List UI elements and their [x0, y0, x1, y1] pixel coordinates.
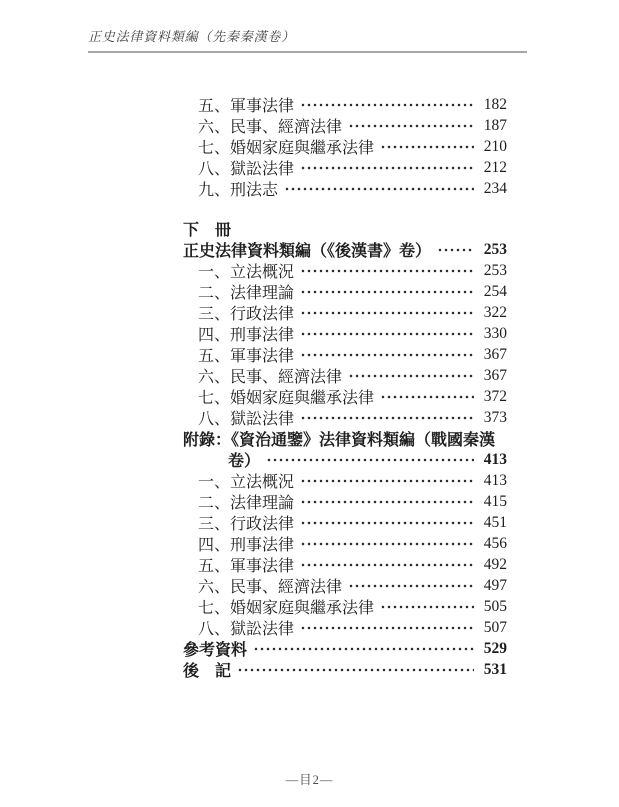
- dot-leader: [348, 575, 474, 596]
- dot-leader: [300, 344, 474, 365]
- dot-leader: [266, 449, 474, 470]
- toc-entry-label: 五、軍事法律: [198, 98, 295, 115]
- dot-leader: [300, 94, 474, 115]
- toc-entry-page: 507: [483, 618, 507, 636]
- toc-entry-label: 二、法律理論: [198, 285, 295, 302]
- toc-entry-page: 367: [483, 345, 507, 363]
- toc-entry-label: 四、刑事法律: [198, 537, 295, 554]
- toc-entry-page: 234: [483, 179, 507, 197]
- dot-leader: [300, 302, 474, 323]
- header-rule-divider: [88, 51, 527, 53]
- toc-entry-label: 六、民事、經濟法律: [198, 579, 343, 596]
- toc-entry-page: 330: [483, 324, 507, 342]
- toc-entry: [183, 260, 507, 281]
- toc-entry: [183, 386, 507, 407]
- toc-entry-label: 下 冊: [183, 222, 232, 239]
- toc-entry: [183, 302, 507, 323]
- toc-entry: [183, 407, 507, 428]
- dot-leader: [380, 386, 474, 407]
- toc-entry: [183, 365, 507, 386]
- toc-entry-label: 二、法律理論: [198, 495, 295, 512]
- dot-leader: [237, 659, 474, 680]
- dot-leader: [300, 533, 474, 554]
- toc-entry-label: 九、刑法志: [198, 182, 279, 199]
- toc-entry-page: 492: [483, 555, 507, 573]
- toc-entry-page: 413: [483, 471, 507, 489]
- toc-entry: [183, 491, 507, 512]
- toc-entry-label: 附錄：《資治通鑒》法律資料類編（戰國秦漢: [183, 432, 496, 449]
- toc-entry-label: 八、獄訟法律: [198, 621, 295, 638]
- toc-entry-label: 七、婚姻家庭與繼承法律: [198, 390, 375, 407]
- toc-entry: [183, 470, 507, 491]
- dot-leader: [300, 281, 474, 302]
- dot-leader: [300, 512, 474, 533]
- toc-entry-label: 七、婚姻家庭與繼承法律: [198, 140, 375, 157]
- toc-entry: [183, 449, 507, 470]
- dot-leader: [348, 365, 474, 386]
- toc-entry-page: 254: [483, 282, 507, 300]
- toc-entry-page: 253: [483, 240, 507, 258]
- toc-entry-page: 372: [483, 387, 507, 405]
- table-of-contents: [183, 94, 507, 680]
- dot-leader: [437, 239, 474, 260]
- toc-entry: [183, 659, 507, 680]
- toc-entry: [183, 281, 507, 302]
- dot-leader: [284, 178, 474, 199]
- toc-entry: [183, 157, 507, 178]
- toc-entry-page: 505: [483, 597, 507, 615]
- toc-entry-page: 451: [483, 513, 507, 531]
- toc-entry: [183, 344, 507, 365]
- toc-entry: [183, 428, 507, 449]
- toc-entry: [183, 323, 507, 344]
- toc-entry: [183, 178, 507, 199]
- dot-leader: [348, 115, 474, 136]
- toc-entry-page: 456: [483, 534, 507, 552]
- dot-leader: [380, 596, 474, 617]
- toc-entry-label: 一、立法概況: [198, 264, 295, 281]
- toc-entry-label: 後 記: [183, 663, 232, 680]
- toc-entry-label: 八、獄訟法律: [198, 161, 295, 178]
- toc-entry: [183, 596, 507, 617]
- dot-leader: [253, 638, 474, 659]
- running-header-title: 正史法律資料類編（先秦秦漢卷）: [88, 29, 296, 44]
- toc-entry-page: 497: [483, 576, 507, 594]
- dot-leader: [380, 136, 474, 157]
- toc-entry-page: 182: [483, 95, 507, 113]
- dot-leader: [300, 491, 474, 512]
- toc-entry-page: 187: [483, 116, 507, 134]
- dot-leader: [300, 260, 474, 281]
- toc-entry: [183, 554, 507, 575]
- toc-entry-page: 415: [483, 492, 507, 510]
- toc-entry-label: 卷）: [228, 453, 261, 470]
- toc-entry-page: 531: [483, 660, 507, 678]
- toc-entry: [183, 617, 507, 638]
- toc-entry-page: 373: [483, 408, 507, 426]
- page-folio: —目2—: [285, 773, 334, 787]
- toc-entry: [183, 94, 507, 115]
- toc-entry-label: 六、民事、經濟法律: [198, 369, 343, 386]
- toc-entry-label: 八、獄訟法律: [198, 411, 295, 428]
- dot-leader: [300, 470, 474, 491]
- toc-entry: [183, 638, 507, 659]
- toc-entry-label: 七、婚姻家庭與繼承法律: [198, 600, 375, 617]
- dot-leader: [300, 554, 474, 575]
- toc-entry-page: 322: [483, 303, 507, 321]
- toc-entry: [183, 239, 507, 260]
- toc-entry-page: 413: [483, 450, 507, 468]
- toc-entry-label: 三、行政法律: [198, 306, 295, 323]
- toc-entry-page: 529: [483, 639, 507, 657]
- toc-entry-label: 一、立法概況: [198, 474, 295, 491]
- toc-entry-page: 367: [483, 366, 507, 384]
- toc-entry: [183, 136, 507, 157]
- toc-entry-page: 253: [483, 261, 507, 279]
- toc-entry: [183, 115, 507, 136]
- toc-entry-label: 五、軍事法律: [198, 558, 295, 575]
- toc-entry-label: 五、軍事法律: [198, 348, 295, 365]
- toc-entry-label: 參考資料: [183, 642, 248, 659]
- toc-entry-page: 212: [483, 158, 507, 176]
- toc-entry: [183, 533, 507, 554]
- toc-entry-label: 三、行政法律: [198, 516, 295, 533]
- toc-entry: [183, 575, 507, 596]
- dot-leader: [300, 323, 474, 344]
- toc-entry-page: 210: [483, 137, 507, 155]
- dot-leader: [300, 157, 474, 178]
- toc-entry: [183, 512, 507, 533]
- dot-leader: [300, 407, 474, 428]
- toc-entry-label: 正史法律資料類編（《後漢書》卷）: [183, 243, 432, 260]
- toc-entry-label: 四、刑事法律: [198, 327, 295, 344]
- dot-leader: [300, 617, 474, 638]
- toc-entry-label: 六、民事、經濟法律: [198, 119, 343, 136]
- toc-entry: [183, 218, 507, 239]
